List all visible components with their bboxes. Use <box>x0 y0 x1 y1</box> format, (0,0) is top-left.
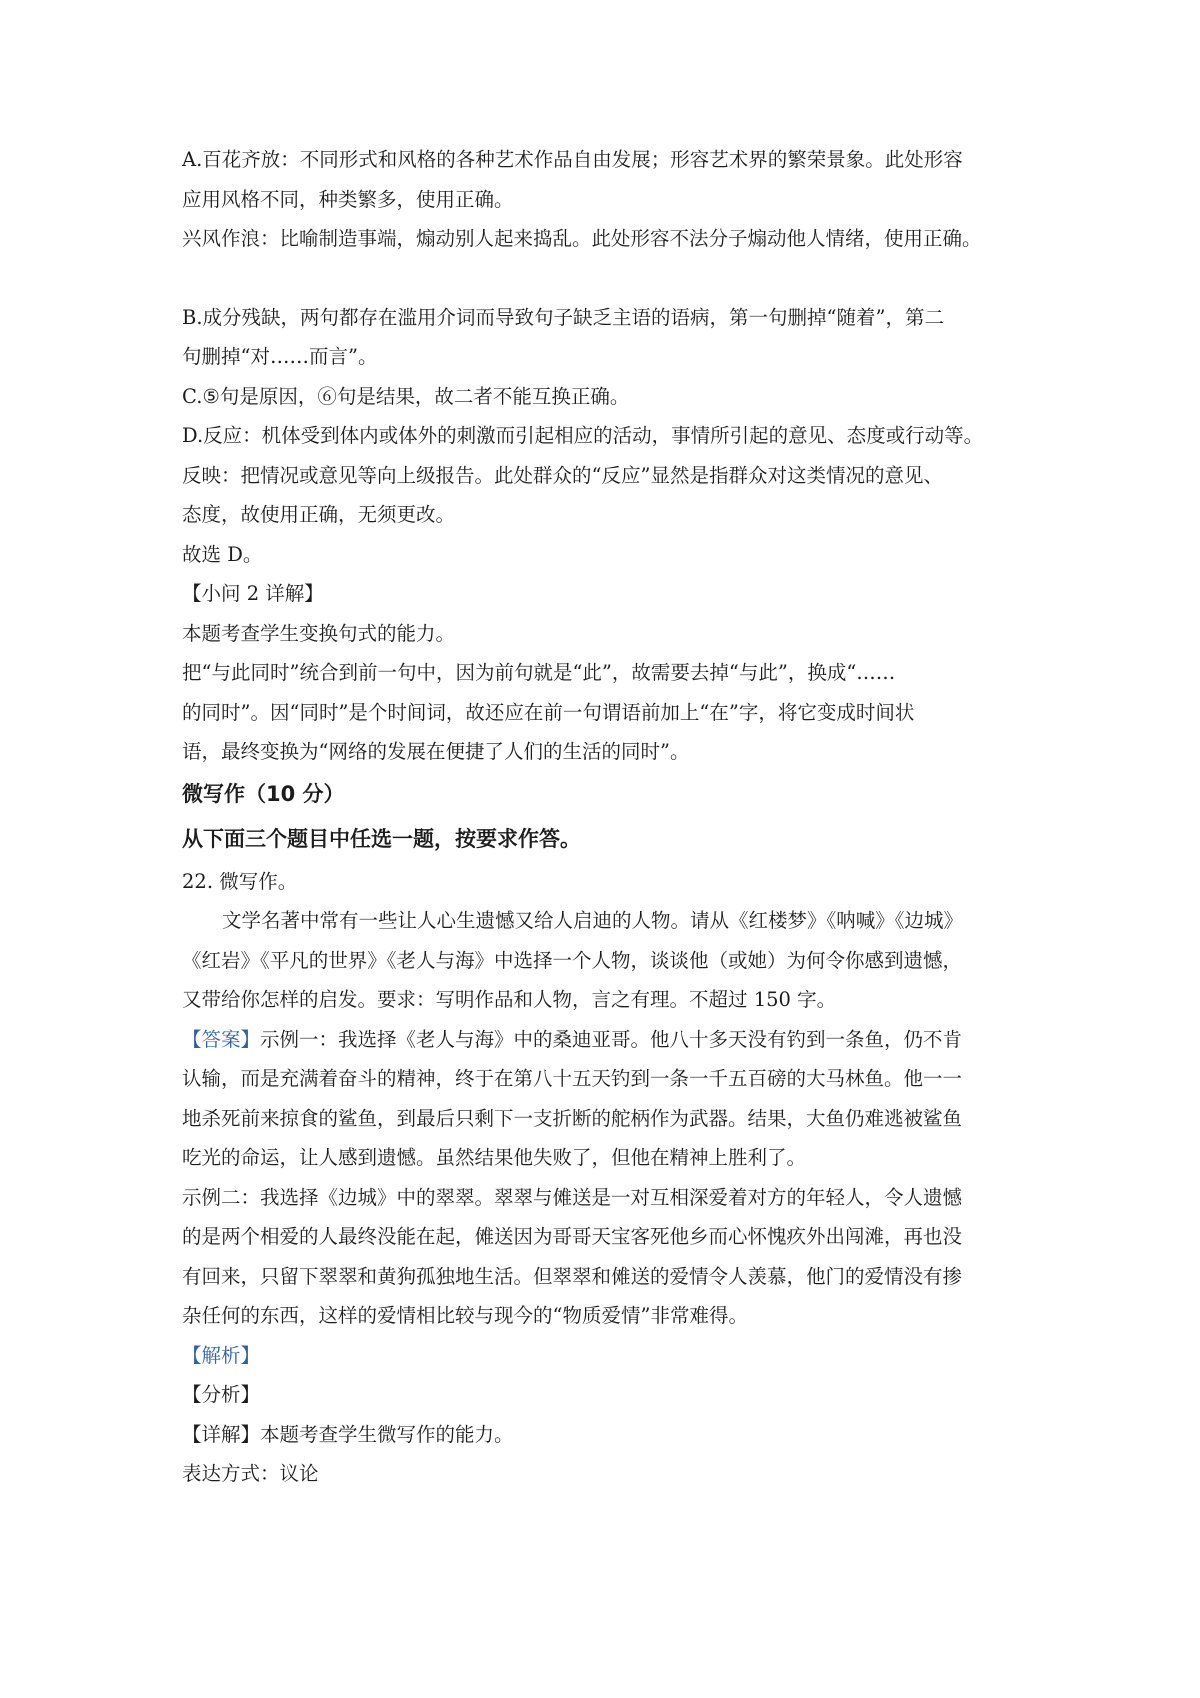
answer-line: 认输，而是充满着奋斗的精神，终于在第八十五天钓到一条一千五百磅的大马林鱼。他一一 <box>182 1067 963 1090</box>
detail-line: 表达方式：议论 <box>182 1462 319 1485</box>
question-number: 22. 微写作。 <box>182 869 298 893</box>
paragraph-line: B.成分残缺，两句都存在滥用介词而导致句子缺乏主语的语病，第一句删掉“随着”，第二 <box>182 305 944 329</box>
section-heading: 微写作（10 分） <box>182 781 345 806</box>
document-page <box>182 140 1032 1494</box>
paragraph-line: A.百花齐放：不同形式和风格的各种艺术作品自由发展；形容艺术界的繁荣景象。此处形容 <box>182 148 963 171</box>
paragraph-line: 把“与此同时”统合到前一句中，因为前句就是“此”，故需要去掉“与此”，换成“…… <box>182 661 896 684</box>
answer-line: 示例二：我选择《边城》中的翠翠。翠翠与傩送是一对互相深爱着对方的年轻人，令人遗憾 <box>182 1185 963 1209</box>
paragraph-line: 语，最终变换为“网络的发展在便捷了人们的生活的同时”。 <box>182 740 690 763</box>
detail-line: 【详解】本题考查学生微写作的能力。 <box>182 1422 514 1446</box>
paragraph-line: 的同时”。因“同时”是个时间词，故还应在前一句谓语前加上“在”字，将它变成时间状 <box>182 700 915 724</box>
answer-line: 【答案】示例一：我选择《老人与海》中的桑迪亚哥。他八十多天没有钓到一条鱼，仍不肯 <box>182 1027 963 1051</box>
answer-line: 杂任何的东西，这样的爱情相比较与现今的“物质爱情”非常难得。 <box>182 1304 748 1327</box>
question-text-line: 又带给你怎样的启发。要求：写明作品和人物，言之有理。不超过 150 字。 <box>182 988 837 1011</box>
answer-line: 吃光的命运，让人感到遗憾。虽然结果他失败了，但他在精神上胜利了。 <box>182 1146 807 1169</box>
paragraph-line: 应用风格不同，种类繁多，使用正确。 <box>182 187 514 211</box>
answer-line: 有回来，只留下翠翠和黄狗孤独地生活。但翠翠和傩送的爱情令人羡慕，他门的爱情没有掺 <box>182 1264 963 1288</box>
analysis-tag: 【解析】 <box>182 1343 261 1367</box>
section-instruction: 从下面三个题目中任选一题，按要求作答。 <box>182 826 581 851</box>
paragraph-line: 本题考查学生变换句式的能力。 <box>182 621 456 645</box>
paragraph-line: C.⑤句是原因，⑥句是结果，故二者不能互换正确。 <box>182 384 630 408</box>
answer-line: 的是两个相爱的人最终没能在起，傩送因为哥哥天宝客死他乡而心怀愧疚外出闯滩，再也没 <box>182 1225 963 1248</box>
section-label: 【小问 2 详解】 <box>182 582 324 605</box>
paragraph-line: 句删掉“对……而言”。 <box>182 345 378 368</box>
paragraph-line: 兴风作浪：比喻制造事端，煽动别人起来捣乱。此处形容不法分子煽动他人情绪，使用正确。 <box>182 227 982 250</box>
question-text-line: 文学名著中常有一些让人心生遗憾又给人启迪的人物。请从《红楼梦》《呐喊》《边城》 <box>222 909 964 932</box>
question-text-line: 《红岩》《平凡的世界》《老人与海》中选择一个人物，谈谈他（或她）为何令你感到遗憾， <box>182 948 963 972</box>
paragraph-line: 态度，故使用正确，无须更改。 <box>182 503 456 526</box>
paragraph-line: D.反应：机体受到体内或体外的刺激而引起相应的活动，事情所引起的意见、态度或行动等。 <box>182 424 984 447</box>
answer-tag: 【答案】 <box>182 1027 261 1051</box>
paragraph-line: 反映：把情况或意见等向上级报告。此处群众的“反应”显然是指群众对这类情况的意见、 <box>182 463 943 487</box>
paragraph-line: 故选 D。 <box>182 542 263 566</box>
fenxi-tag: 【分析】 <box>182 1383 261 1406</box>
answer-line: 地杀死前来掠食的鲨鱼，到最后只剩下一支折断的舵柄作为武器。结果，大鱼仍难逃被鲨鱼 <box>182 1106 963 1130</box>
